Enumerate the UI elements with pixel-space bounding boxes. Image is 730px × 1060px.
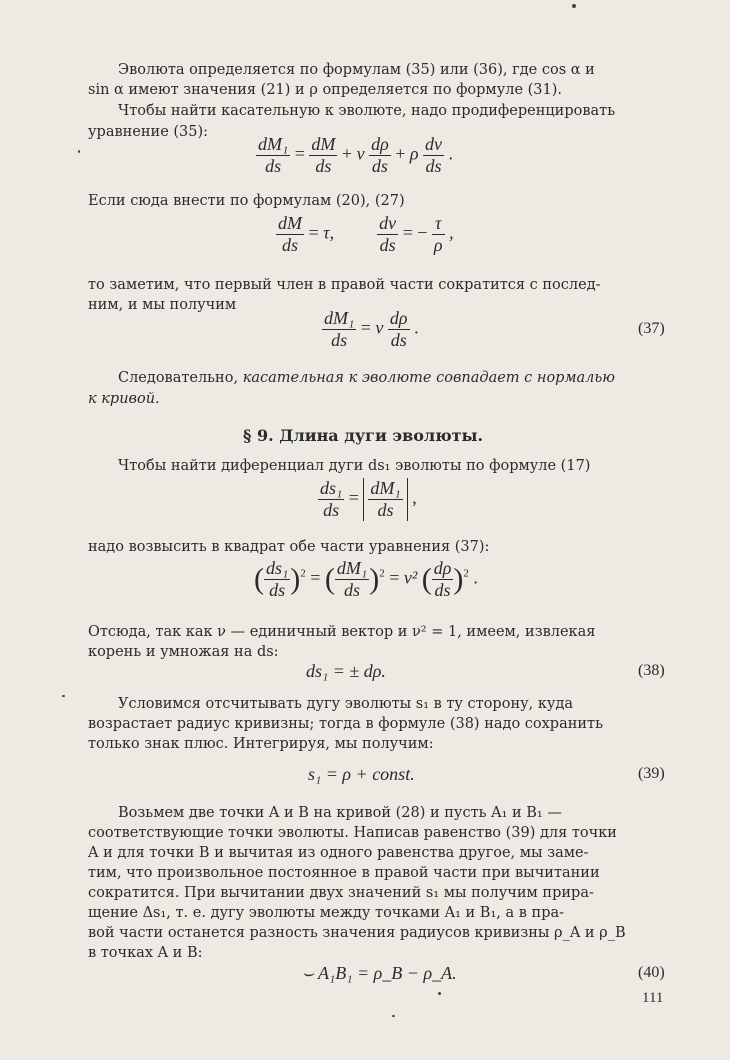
text-line: Возьмем две точки A и B на кривой (28) и пусть A₁ и B₁ —	[118, 805, 562, 821]
scan-speck	[78, 150, 80, 153]
text-line: то заметим, что первый член в правой части сократится с послед-	[88, 277, 601, 293]
text-line: в точках A и B:	[88, 945, 203, 961]
scan-speck	[438, 992, 441, 995]
text-line: соответствующие точки эволюты. Написав равенство (39) для точки	[88, 825, 617, 841]
text-line: Условимся отсчитывать дугу эволюты s₁ в ту сторону, куда	[118, 696, 574, 712]
scan-speck	[572, 4, 576, 8]
text-line: Чтобы найти диференциал дуги ds₁ эволюты по формуле (17)	[118, 458, 591, 474]
equation-tangent: $\frac{\text{dM₁}}{ds}$ = $\frac{dM}{ds}$ + ν $\frac{d\rho}{ds}$ + ρ $\frac{d\nu}{ds}$ .	[258, 134, 454, 176]
section-heading: § 9. Длина дуги эволюты.	[243, 426, 484, 445]
text-line: Если сюда внести по формулам (20), (27)	[88, 193, 405, 209]
equation-38: ds₁ = ± dρ.	[306, 661, 386, 681]
equation-number: (38)	[638, 662, 665, 679]
text-line: только знак плюс. Интегрируя, мы получим:	[88, 736, 434, 752]
text-line: вой части останется разность значения радиусов кривизны ρ_A и ρ_B	[88, 925, 626, 941]
text-line: тим, что произвольное постоянное в правой части при вычитании	[88, 865, 600, 881]
equation-37: $\frac{\text{dM₁}}{ds}$ = ν $\frac{d\rho}{ds}$ .	[324, 308, 419, 350]
text-line: надо возвысить в квадрат обе части уравнения (37):	[88, 539, 490, 555]
equation-squared: ( $\frac{\text{ds₁}}{ds}$ )$^2$ = ( $\frac{\text{dM₁}}{ds}$ )$^2$ = ν² ( $\frac{d\rho}{ds}$ )$^2$ .	[254, 558, 478, 600]
page-number: 111	[642, 990, 664, 1006]
equation-number: (37)	[638, 320, 665, 337]
text-line-italic: к кривой.	[88, 391, 160, 407]
equation-number: (39)	[638, 765, 665, 782]
text-line: sin α имеют значения (21) и ρ определяется по формуле (31).	[88, 82, 563, 98]
text-line: Следовательно, касательная к эволюте совпадает с нормалью	[118, 370, 616, 386]
text-line: сократится. При вычитании двух значений s₁ мы получим прира-	[88, 885, 594, 901]
scan-speck	[392, 1015, 395, 1017]
text-line: Эволюта определяется по формулам (35) или (36), где cos α и	[118, 62, 595, 78]
text-line: корень и умножая на ds:	[88, 644, 279, 660]
equation-number: (40)	[638, 964, 665, 981]
text-line: ним, и мы получим	[88, 297, 237, 313]
equation-40: ⌣ A₁B₁ = ρ_B − ρ_A.	[302, 963, 457, 983]
equation-17: $\frac{\text{ds₁}}{ds}$ = $\frac{\text{dM₁}}{ds}$ ,	[320, 478, 417, 520]
text-line: A и для точки B и вычитая из одного равенства другое, мы заме-	[88, 845, 589, 861]
text-line: Чтобы найти касательную к эволюте, надо продиференцировать	[118, 103, 616, 119]
text-line: возрастает радиус кривизны; тогда в формуле (38) надо сохранить	[88, 716, 603, 732]
equation-formulas-20-27: $\frac{dM}{ds}$ = τ, $\frac{d\nu}{ds}$ = − $\frac{\tau}{\rho}$ ,	[278, 213, 454, 255]
text-line: Отсюда, так как ν — единичный вектор и ν² = 1, имеем, извлекая	[88, 624, 596, 640]
scan-speck	[62, 695, 65, 697]
text-line: уравнение (35):	[88, 124, 209, 140]
equation-39: s₁ = ρ + const.	[308, 764, 415, 784]
text-line: щение Δs₁, т. е. дугу эволюты между точками A₁ и B₁, а в пра-	[88, 905, 565, 921]
